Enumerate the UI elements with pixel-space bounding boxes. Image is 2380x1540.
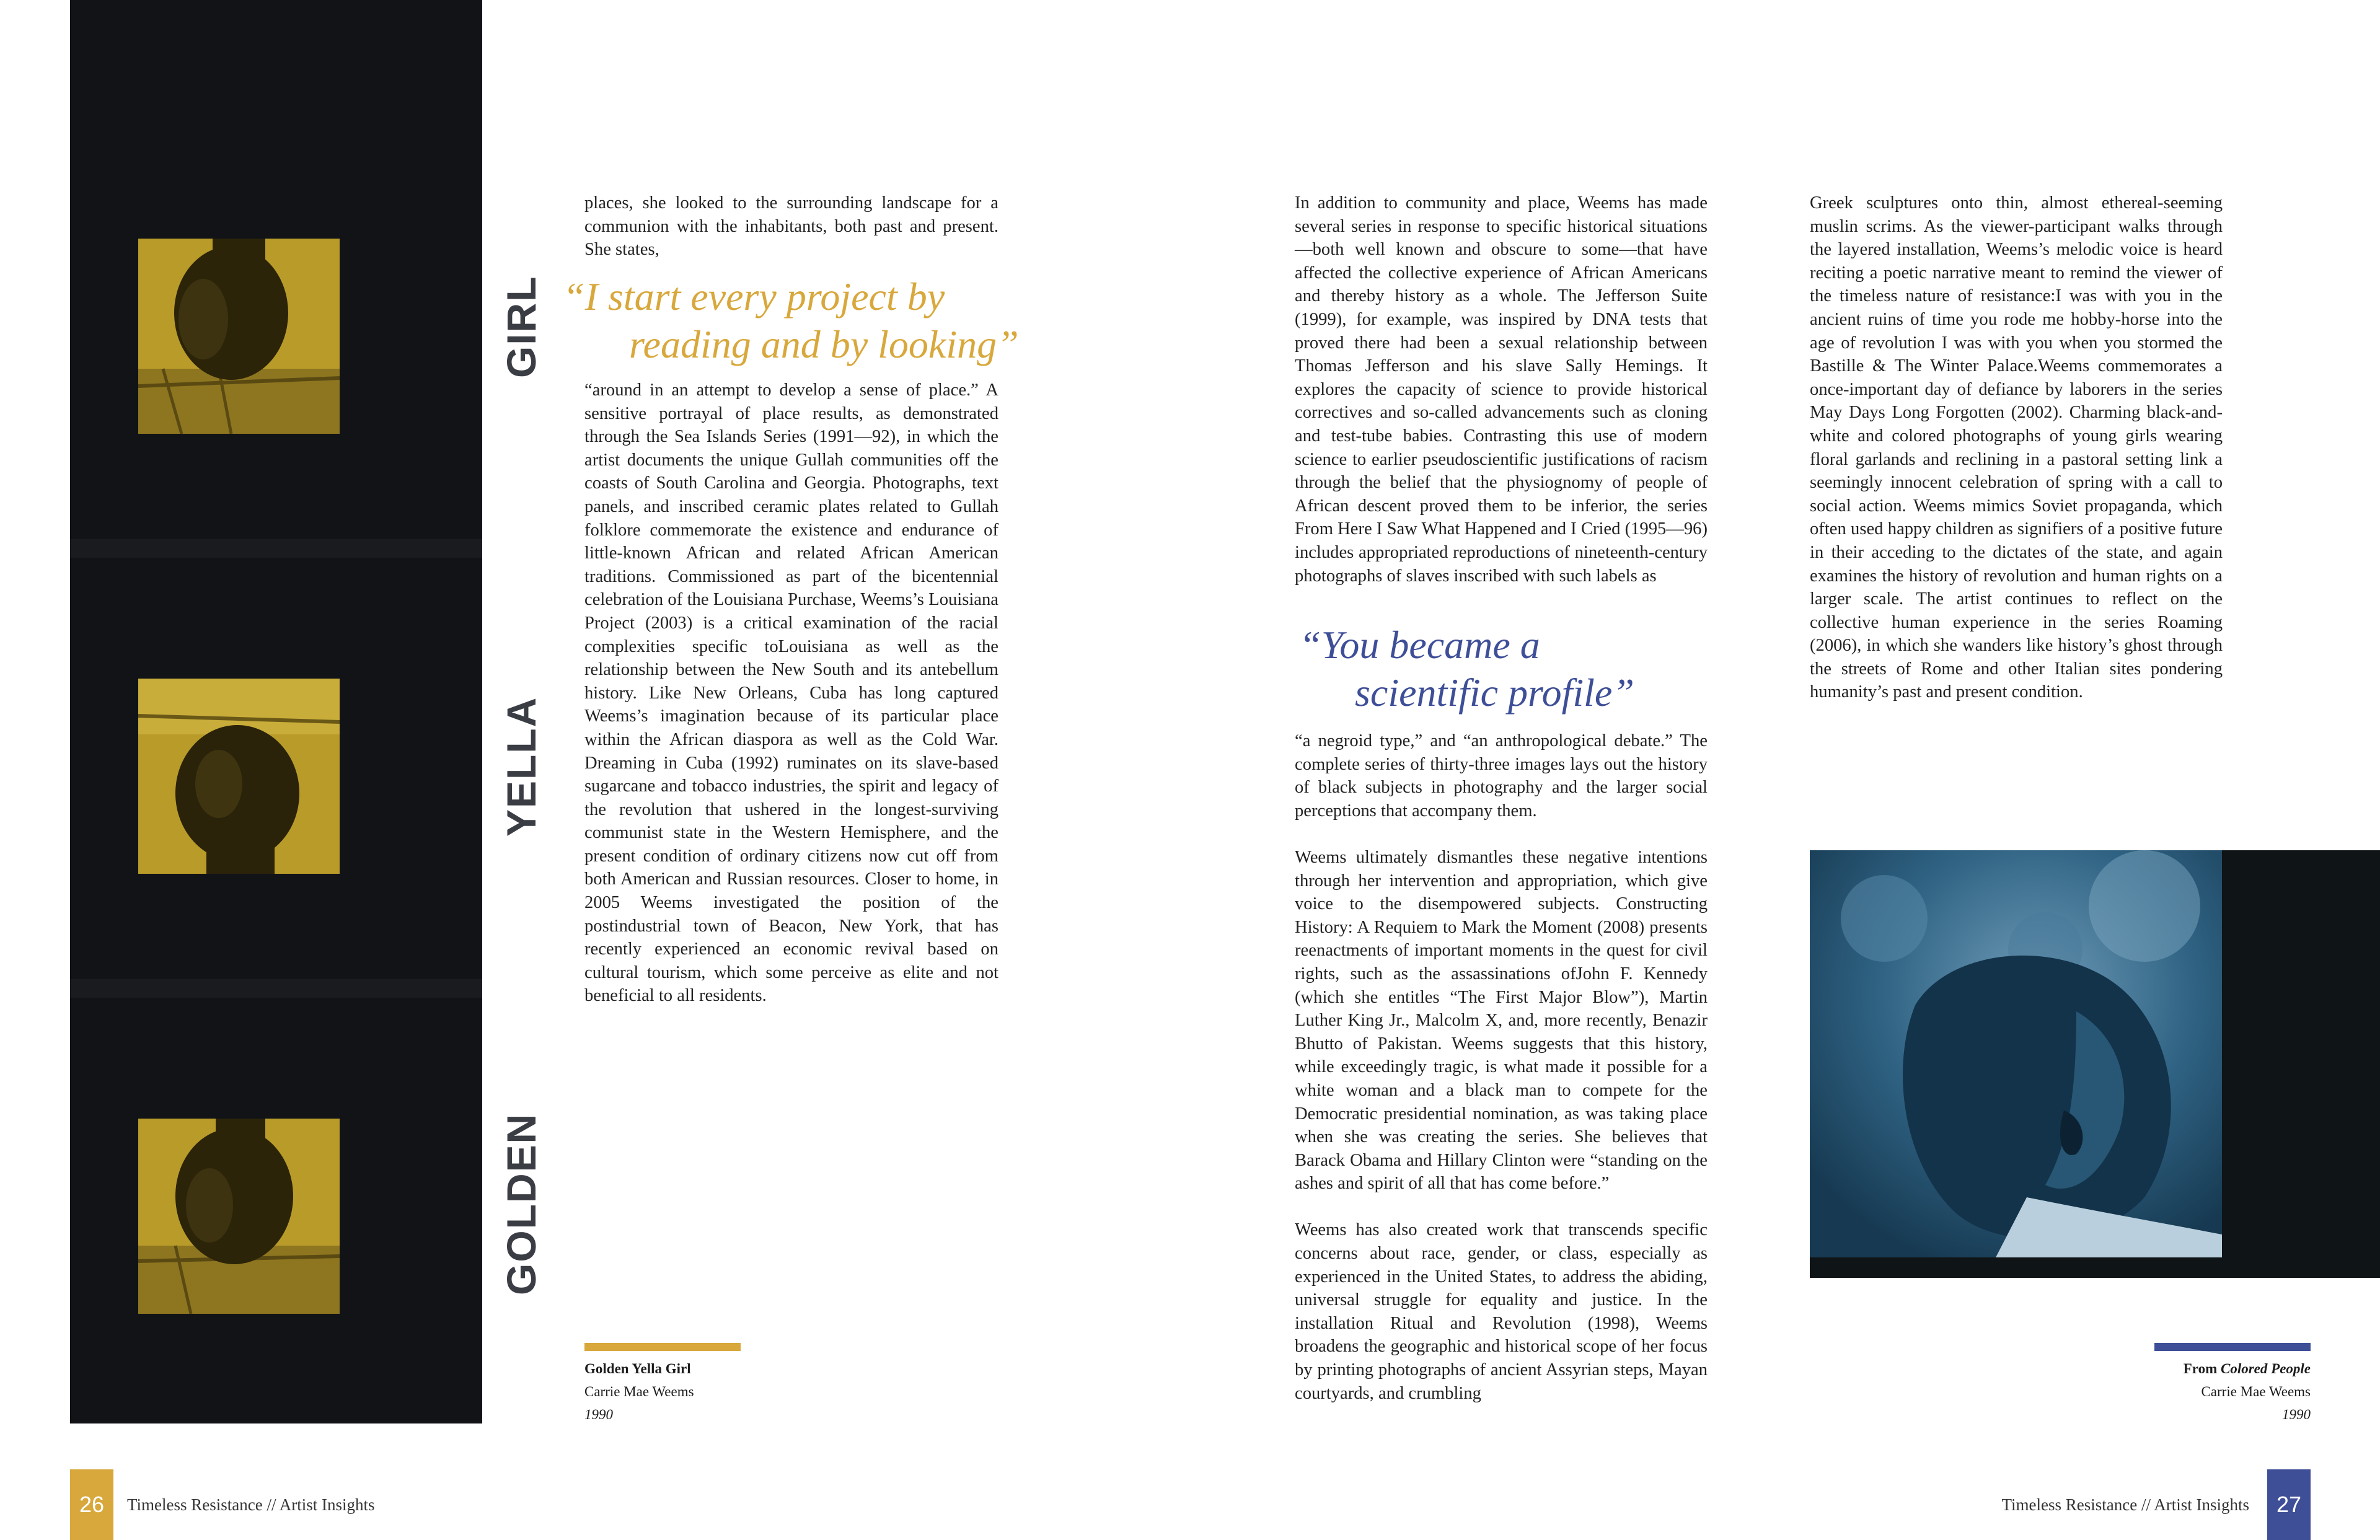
caption-right-year: 1990	[2282, 1407, 2311, 1422]
pull-quote-left-line1: “I start every project by	[563, 275, 945, 319]
pull-quote-left-line2: reading and by looking”	[629, 322, 1019, 366]
film-label-girl: GIRL	[498, 275, 544, 378]
footer-left: Timeless Resistance // Artist Insights	[127, 1495, 375, 1514]
left-column-body	[584, 379, 998, 1008]
page-number-right: 27	[2267, 1469, 2311, 1540]
film-frame-middle	[138, 679, 340, 874]
film-label-yella: YELLA	[498, 696, 544, 837]
caption-rule-gold	[584, 1343, 741, 1351]
caption-right-title-prefix: From	[2183, 1361, 2221, 1376]
left-column-intro	[584, 191, 998, 262]
film-divider	[70, 539, 482, 558]
colored-people-photo	[1810, 850, 2380, 1278]
caption-left-title: Golden Yella Girl	[584, 1361, 691, 1376]
film-label-golden: GOLDEN	[498, 1112, 544, 1295]
caption-left-year: 1990	[584, 1407, 613, 1422]
caption-left	[584, 1357, 694, 1426]
film-strip-image	[70, 0, 544, 1423]
right-column	[1810, 191, 2223, 704]
caption-right-artist: Carrie Mae Weems	[2201, 1384, 2311, 1399]
middle-column-paragraph-2: Weems ultimately dismantles these negative intentions through her intervention and appropriation, which give voice to the disempowered subjects. Constructing History: A Requiem to Mark the Moment (2008) presents reenactments of important moments in the quest for civil rights, such as the assassinations ofJohn F. Kennedy (which she entitles “The First Major Blow”), Martin Luther King Jr., Malcolm X, and, more recently, Benazir Bhutto of Pakistan. Weems suggests that this history, while exceedingly tragic, is what made it possible for a white woman and a black man to compete for the Democratic presidential nomination, as was taking place when she was creating the series. She believes that Barack Obama and Hillary Clinton were “standing on the ashes and spirit of all that has come before.”	[1295, 847, 1708, 1194]
caption-right-title-italic: Colored People	[2221, 1361, 2311, 1376]
footer-right: Timeless Resistance // Artist Insights	[2001, 1495, 2249, 1514]
pull-quote-right-line2: scientific profile”	[1355, 671, 1634, 715]
film-divider	[70, 979, 482, 998]
right-column-text: Greek sculptures onto thin, almost ethereal-seeming muslin scrims. As the viewer-participant walks through the layered installation, Weems’s melodic voice is heard reciting a poetic narrative meant to remind the viewer of the timeless nature of resistance:I was with you in the ancient ruins of time you rode me hobby-horse into the age of revolution I was with you when you stormed the Bastille & The Winter Palace.Weems commemorates a once-important day of defiance by laborers in the series May Days Long Forgotten (2002). Charming black-and-white and colored photographs of young girls wearing floral garlands and reclining in a pastoral setting link a seemingly innocent celebration of spring with a call to social action. Weems mimics Soviet propaganda, which often used happy children as signifiers of a positive future in their acceding to the dictates of the state, and again examines the history of revolution and human rights on a larger scale. The artist continues to reflect on the collective human experience in the series Roaming (2006), in which she wanders like history’s ghost through the streets of Rome and other Italian sites pondering humanity’s past and present condition.	[1810, 193, 2223, 702]
pull-quote-left	[563, 273, 1019, 368]
caption-left-artist: Carrie Mae Weems	[584, 1384, 694, 1399]
film-frame-top	[138, 239, 340, 434]
middle-column-top	[1295, 191, 1708, 587]
caption-rule-blue	[2154, 1343, 2311, 1351]
middle-column-top-text: In addition to community and place, Weems has made several series in response to specific historical situations—both well known and obscure to some—that have affected the collective experience of African Americans and thereby history as a whole. The Jefferson Suite (1999), for example, was inspired by DNA tests that proved there had been a sexual relationship between Thomas Jefferson and his slave Sally Hemings. It explores the capacity of science to provide historical correctives and so-called advancements such as cloning and test-tube babies. Contrasting this use of modern science to earlier pseudoscientific justifications of racism through the belief that the physiognomy of people of African descent proved them to be inferior, the series From Here I Saw What Happened and I Cried (1995—96) includes appropriated reproductions of nineteenth-century photographs of slaves inscribed with such labels as	[1295, 193, 1708, 586]
middle-column-body	[1295, 729, 1708, 1405]
page-number-left: 26	[70, 1469, 113, 1540]
pull-quote-right-line1: “You became a	[1299, 623, 1540, 667]
middle-column-paragraph-3: Weems has also created work that transcends specific concerns about race, gender, or class, especially as experienced in the United States, to address the abiding, universal struggle for equality and justice. In the installation Ritual and Revolution (1998), Weems broadens the geographic and historical scope of her focus by printing photographs of ancient Assyrian steps, Mayan courtyards, and crumbling	[1295, 1220, 1708, 1403]
left-column-intro-text: places, she looked to the surrounding landscape for a communion with the inhabitants, both past and present. She states,	[584, 193, 998, 260]
caption-right-title	[2045, 1357, 2311, 1380]
middle-column-paragraph-1: “a negroid type,” and “an anthropological debate.” The complete series of thirty-three images lays out the history of black subjects in photography and the larger social perceptions that accompany them.	[1295, 731, 1708, 821]
left-column-body-text: “around in an attempt to develop a sense of place.” A sensitive portrayal of place results, as demonstrated through the Sea Islands Series (1991—92), in which the artist documents the unique Gullah communities off the coasts of South Carolina and Georgia. Photographs, text panels, and inscribed ceramic plates related to Gullah folklore commemorate the existence and endurance of little-known African and related African American traditions. Commissioned as part of the bicentennial celebration of the Louisiana Purchase, Weems’s Louisiana Project (2003) is a critical examination of the racial complexities specific toLouisiana as well as the relationship between the New South and its antebellum history. Like New Orleans, Cuba has long captured Weems’s imagination because of its particular place within the African diaspora as well as the Cold War. Dreaming in Cuba (1992) ruminates on its slave-based sugarcane and tobacco industries, the spirit and legacy of the revolution that ushered in the longest-surviving communist state in the Western Hemisphere, and the present condition of ordinary citizens now cut off from both American and Russian resources. Closer to home, in 2005 Weems investigated the position of the postindustrial town of Beacon, New York, that has recently experienced an economic revival based on cultural tourism, which some perceive as elite and not beneficial to all residents.	[584, 381, 998, 1006]
caption-right	[2045, 1357, 2311, 1426]
film-frame-bottom	[138, 1119, 340, 1314]
pull-quote-right	[1299, 621, 1634, 716]
